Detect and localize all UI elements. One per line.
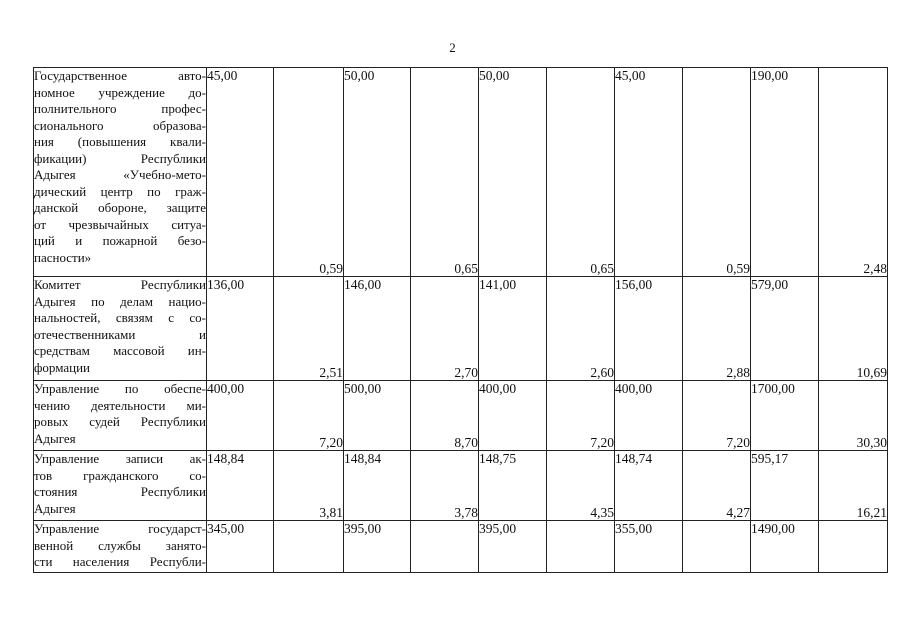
total-amount-cell: 595,17 — [751, 451, 819, 521]
share-cell — [274, 521, 344, 573]
org-name-cell — [34, 68, 207, 277]
org-name-line: Адыгея «Учебно-мето- — [34, 167, 206, 182]
total-amount-cell: 190,00 — [751, 68, 819, 277]
org-name-line: Управление по обеспе- — [34, 381, 206, 396]
amount-cell: 148,84 — [207, 451, 274, 521]
org-name-line: от чрезвычайных ситуа- — [34, 216, 206, 232]
amount-cell: 400,00 — [207, 381, 274, 451]
org-name-line: Управление государст- — [34, 521, 206, 536]
total-share-cell — [819, 521, 888, 573]
org-name-line: сти населения Республи- — [34, 554, 206, 569]
org-name-line: средствам массовой ин- — [34, 343, 206, 358]
share-value: 10,69 — [856, 365, 887, 380]
org-name-cell — [34, 277, 207, 381]
org-name-line: чению деятельности ми- — [34, 397, 206, 413]
share-cell — [547, 68, 615, 277]
share-cell — [547, 277, 615, 381]
total-amount-cell: 579,00 — [751, 277, 819, 381]
table-row — [34, 277, 888, 381]
share-value: 7,20 — [726, 435, 750, 450]
table-row — [34, 381, 888, 451]
share-value: 0,59 — [726, 261, 750, 276]
share-value: 2,48 — [863, 261, 887, 276]
share-cell — [683, 277, 751, 381]
org-name-line: венной службы занято- — [34, 537, 206, 553]
org-name-line: пасности» — [34, 249, 92, 265]
share-value: 3,81 — [319, 505, 343, 520]
share-cell — [547, 381, 615, 451]
amount-cell: 500,00 — [344, 381, 411, 451]
share-cell — [683, 451, 751, 521]
share-cell — [547, 451, 615, 521]
amount-cell: 355,00 — [615, 521, 683, 573]
amount-cell: 395,00 — [344, 521, 411, 573]
amount-cell: 156,00 — [615, 277, 683, 381]
page-number: 2 — [449, 40, 456, 55]
amount-cell: 45,00 — [615, 68, 683, 277]
table-row — [34, 521, 888, 573]
org-name-line: фикации) Республики — [34, 150, 206, 166]
org-name-line: полнительного профес- — [34, 101, 206, 116]
org-name-line: формации — [34, 359, 91, 375]
amount-cell: 148,84 — [344, 451, 411, 521]
share-cell — [411, 521, 479, 573]
share-cell — [683, 68, 751, 277]
share-cell — [274, 277, 344, 381]
share-cell — [274, 68, 344, 277]
share-cell — [411, 451, 479, 521]
share-value: 4,35 — [590, 505, 614, 520]
amount-cell: 345,00 — [207, 521, 274, 573]
total-share-cell — [819, 68, 888, 277]
budget-table — [33, 67, 888, 573]
share-cell — [274, 451, 344, 521]
org-name-line: Адыгея — [34, 500, 76, 516]
org-name-line: отечественниками и — [34, 326, 206, 342]
share-cell — [411, 68, 479, 277]
amount-cell: 136,00 — [207, 277, 274, 381]
org-name-line: тов гражданского со- — [34, 467, 206, 483]
amount-cell: 400,00 — [479, 381, 547, 451]
share-cell — [683, 381, 751, 451]
amount-cell: 45,00 — [207, 68, 274, 277]
total-share-cell — [819, 277, 888, 381]
share-value: 30,30 — [856, 435, 887, 450]
share-cell — [683, 521, 751, 573]
share-value: 7,20 — [319, 435, 343, 450]
amount-cell: 148,74 — [615, 451, 683, 521]
share-value: 0,59 — [319, 261, 343, 276]
share-value: 0,65 — [590, 261, 614, 276]
org-name-line: ния (повышения квали- — [34, 134, 206, 149]
share-value: 3,78 — [454, 505, 478, 520]
org-name-line: Управление записи ак- — [34, 451, 206, 466]
org-name-line: дический центр по граж- — [34, 183, 206, 199]
share-cell — [547, 521, 615, 573]
total-amount-cell: 1700,00 — [751, 381, 819, 451]
share-cell — [274, 381, 344, 451]
total-share-cell — [819, 451, 888, 521]
org-name-line: ровых судей Республики — [34, 414, 206, 429]
org-name-line: Государственное авто- — [34, 68, 206, 83]
table-row — [34, 68, 888, 277]
share-value: 2,70 — [454, 365, 478, 380]
amount-cell: 146,00 — [344, 277, 411, 381]
amount-cell: 400,00 — [615, 381, 683, 451]
share-cell — [411, 277, 479, 381]
total-share-cell — [819, 381, 888, 451]
org-name-cell — [34, 451, 207, 521]
share-value: 2,60 — [590, 365, 614, 380]
total-amount-cell: 1490,00 — [751, 521, 819, 573]
share-value: 2,51 — [319, 365, 343, 380]
share-value: 2,88 — [726, 365, 750, 380]
table-row — [34, 451, 888, 521]
share-value: 4,27 — [726, 505, 750, 520]
org-name-line: сионального образова- — [34, 117, 206, 133]
share-value: 8,70 — [454, 435, 478, 450]
org-name-line: данской обороне, защите — [34, 200, 206, 215]
org-name-cell — [34, 381, 207, 451]
amount-cell: 395,00 — [479, 521, 547, 573]
share-value: 7,20 — [590, 435, 614, 450]
share-value: 0,65 — [454, 261, 478, 276]
amount-cell: 148,75 — [479, 451, 547, 521]
share-value: 16,21 — [856, 505, 887, 520]
share-cell — [411, 381, 479, 451]
org-name-line: номное учреждение до- — [34, 84, 206, 100]
org-name-line: Адыгея — [34, 430, 76, 446]
org-name-line: Адыгея по делам нацио- — [34, 293, 206, 309]
org-name-line: нальностей, связям с со- — [34, 310, 206, 325]
table-body — [34, 68, 888, 573]
amount-cell: 141,00 — [479, 277, 547, 381]
org-name-line: ций и пожарной безо- — [34, 233, 206, 248]
org-name-cell — [34, 521, 207, 573]
org-name-line: стояния Республики — [34, 484, 206, 499]
amount-cell: 50,00 — [479, 68, 547, 277]
amount-cell: 50,00 — [344, 68, 411, 277]
org-name-line: Комитет Республики — [34, 277, 206, 292]
